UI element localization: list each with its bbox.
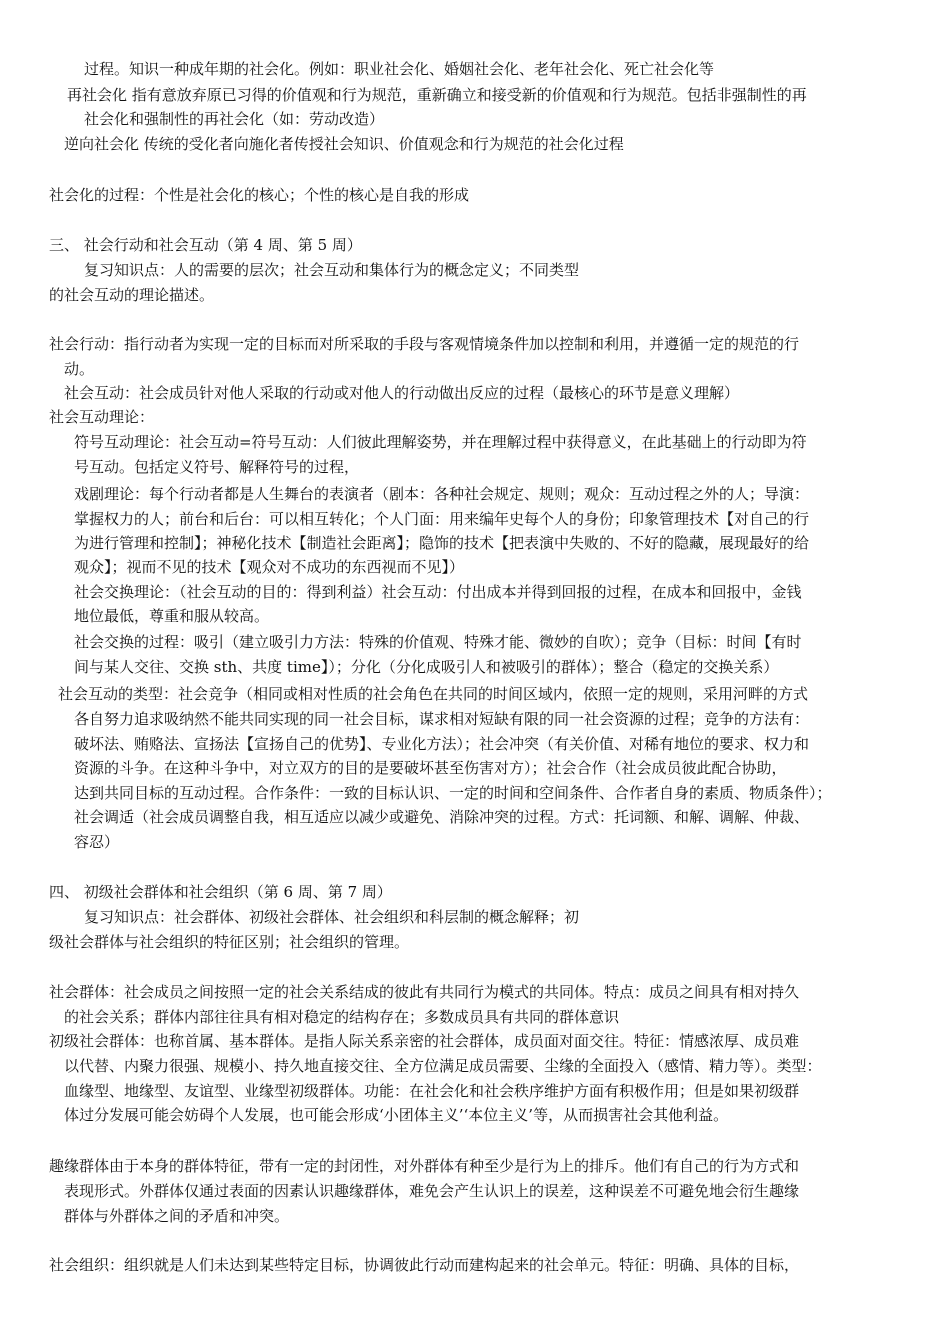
text-line: 复习知识点：社会群体、初级社会群体、社会组织和科层制的概念解释；初: [84, 908, 580, 926]
text-line: 再社会化 指有意放弃原已习得的价值观和行为规范，重新确立和接受新的价值观和行为规范。包括非强制性的再: [67, 86, 807, 104]
text-line: 动。: [64, 360, 95, 378]
text-line: 资源的斗争。在这种斗争中，对立双方的目的是要破坏甚至伤害对方）；社会合作（社会成员彼此配合协助，: [74, 759, 787, 777]
text-line: 社会交换理论：（社会互动的目的：得到利益）社会互动：付出成本并得到回报的过程，在成本和回报中，金钱: [74, 583, 802, 601]
text-line: 破坏法、贿赂法、宣扬法【宣扬自己的优势】、专业化方法）；社会冲突（有关价值、对稀有地位的要求、权力和: [74, 735, 810, 753]
text-line: 的社会互动的理论描述。: [49, 286, 215, 304]
text-line: 复习知识点：人的需要的层次；社会互动和集体行为的概念定义；不同类型: [84, 261, 580, 279]
section-heading: 四、 初级社会群体和社会组织（第 6 周、第 7 周）: [49, 883, 392, 901]
text-line: 掌握权力的人；前台和后台：可以相互转化；个人门面：用来编年史每个人的身份；印象管理技术【对自己的行: [74, 510, 810, 528]
text-line: 级社会群体与社会组织的特征区别；社会组织的管理。: [49, 933, 410, 951]
text-line: 地位最低，尊重和服从较高。: [74, 607, 270, 625]
text-line: 群体与外群体之间的矛盾和冲突。: [64, 1207, 290, 1225]
text-line: 间与某人交往、交换 sth、共度 time】）；分化（分化成吸引人和被吸引的群体）；整合（稳定的交换关系）: [74, 658, 779, 676]
section-heading: 三、 社会行动和社会互动（第 4 周、第 5 周）: [49, 236, 362, 254]
text-line: 社会调适（社会成员调整自我，相互适应以减少或避免、消除冲突的过程。方式：托词额、和解、调解、仲裁、: [74, 808, 810, 826]
text-line: 为进行管理和控制】；神秘化技术【制造社会距离】；隐饰的技术【把表演中失败的、不好的隐藏，展现最好的给: [74, 534, 810, 552]
text-line: 达到共同目标的互动过程。合作条件：一致的目标认识、一定的时间和空间条件、合作者自身的素质、物质条件）；: [74, 784, 832, 802]
text-line: 社会互动的类型：社会竞争（相同或相对性质的社会角色在共同的时间区域内，依照一定的规则，采用河畔的方式: [58, 685, 809, 703]
text-line: 社会互动理论：: [49, 408, 155, 426]
text-line: 初级社会群体：也称首属、基本群体。是指人际关系亲密的社会群体，成员面对面交往。特征：情感浓厚、成员难: [49, 1032, 800, 1050]
text-line: 观众】；视而不见的技术【观众对不成功的东西视而不见】）: [74, 558, 465, 576]
text-line: 号互动。包括定义符号、解释符号的过程，: [74, 458, 360, 476]
text-line: 各自努力追求吸纳然不能共同实现的同一社会目标，谋求相对短缺有限的同一社会资源的过程；竞争的方法有：: [74, 710, 810, 728]
text-line: 社会群体：社会成员之间按照一定的社会关系结成的彼此有共同行为模式的共同体。特点：成员之间具有相对持久: [49, 983, 800, 1001]
text-line: 社会组织：组织就是人们未达到某些特定目标，协调彼此行动而建构起来的社会单元。特征：明确、具体的目标，: [49, 1256, 800, 1274]
text-line: 过程。知识一种成年期的社会化。例如：职业社会化、婚姻社会化、老年社会化、死亡社会化等: [84, 60, 715, 78]
text-line: 社会化的过程：个性是社会化的核心；个性的核心是自我的形成: [49, 186, 470, 204]
text-line: 以代替、内聚力很强、规模小、持久地直接交往、全方位满足成员需要、尘缘的全面投入（感情、精力等）。类型：: [64, 1057, 822, 1075]
text-line: 社会互动：社会成员针对他人采取的行动或对他人的行动做出反应的过程（最核心的环节是意义理解）: [64, 384, 740, 402]
text-line: 社会行动：指行动者为实现一定的目标而对所采取的手段与客观情境条件加以控制和利用，并遵循一定的规范的行: [49, 335, 800, 353]
text-line: 戏剧理论：每个行动者都是人生舞台的表演者（剧本：各种社会规定、规则；观众：互动过程之外的人；导演：: [74, 485, 810, 503]
text-line: 表现形式。外群体仅通过表面的因素认识趣缘群体，难免会产生认识上的误差，这种误差不可避免地会衍生趣缘: [64, 1182, 800, 1200]
text-line: 容忍）: [74, 833, 120, 851]
text-line: 逆向社会化 传统的受化者向施化者传授社会知识、价值观念和行为规范的社会化过程: [64, 135, 624, 153]
text-line: 的社会关系；群体内部往往具有相对稳定的结构存在；多数成员具有共同的群体意识: [64, 1008, 620, 1026]
text-line: 社会化和强制性的再社会化（如：劳动改造）: [84, 110, 385, 128]
text-line: 社会交换的过程：吸引（建立吸引力方法：特殊的价值观、特殊才能、微妙的自吹）；竞争（目标：时间【有时: [74, 633, 802, 651]
text-line: 体过分发展可能会妨碍个人发展，也可能会形成‘小团体主义’‘本位主义’等，从而损害社会其他利益。: [64, 1106, 729, 1124]
text-line: 符号互动理论：社会互动=符号互动：人们彼此理解姿势，并在理解过程中获得意义，在此基础上的行动即为符: [74, 433, 807, 451]
text-line: 血缘型、地缘型、友谊型、业缘型初级群体。功能：在社会化和社会秩序维护方面有积极作用；但是如果初级群: [64, 1082, 800, 1100]
text-line: 趣缘群体由于本身的群体特征，带有一定的封闭性，对外群体有种至少是行为上的排斥。他们有自己的行为方式和: [49, 1157, 800, 1175]
